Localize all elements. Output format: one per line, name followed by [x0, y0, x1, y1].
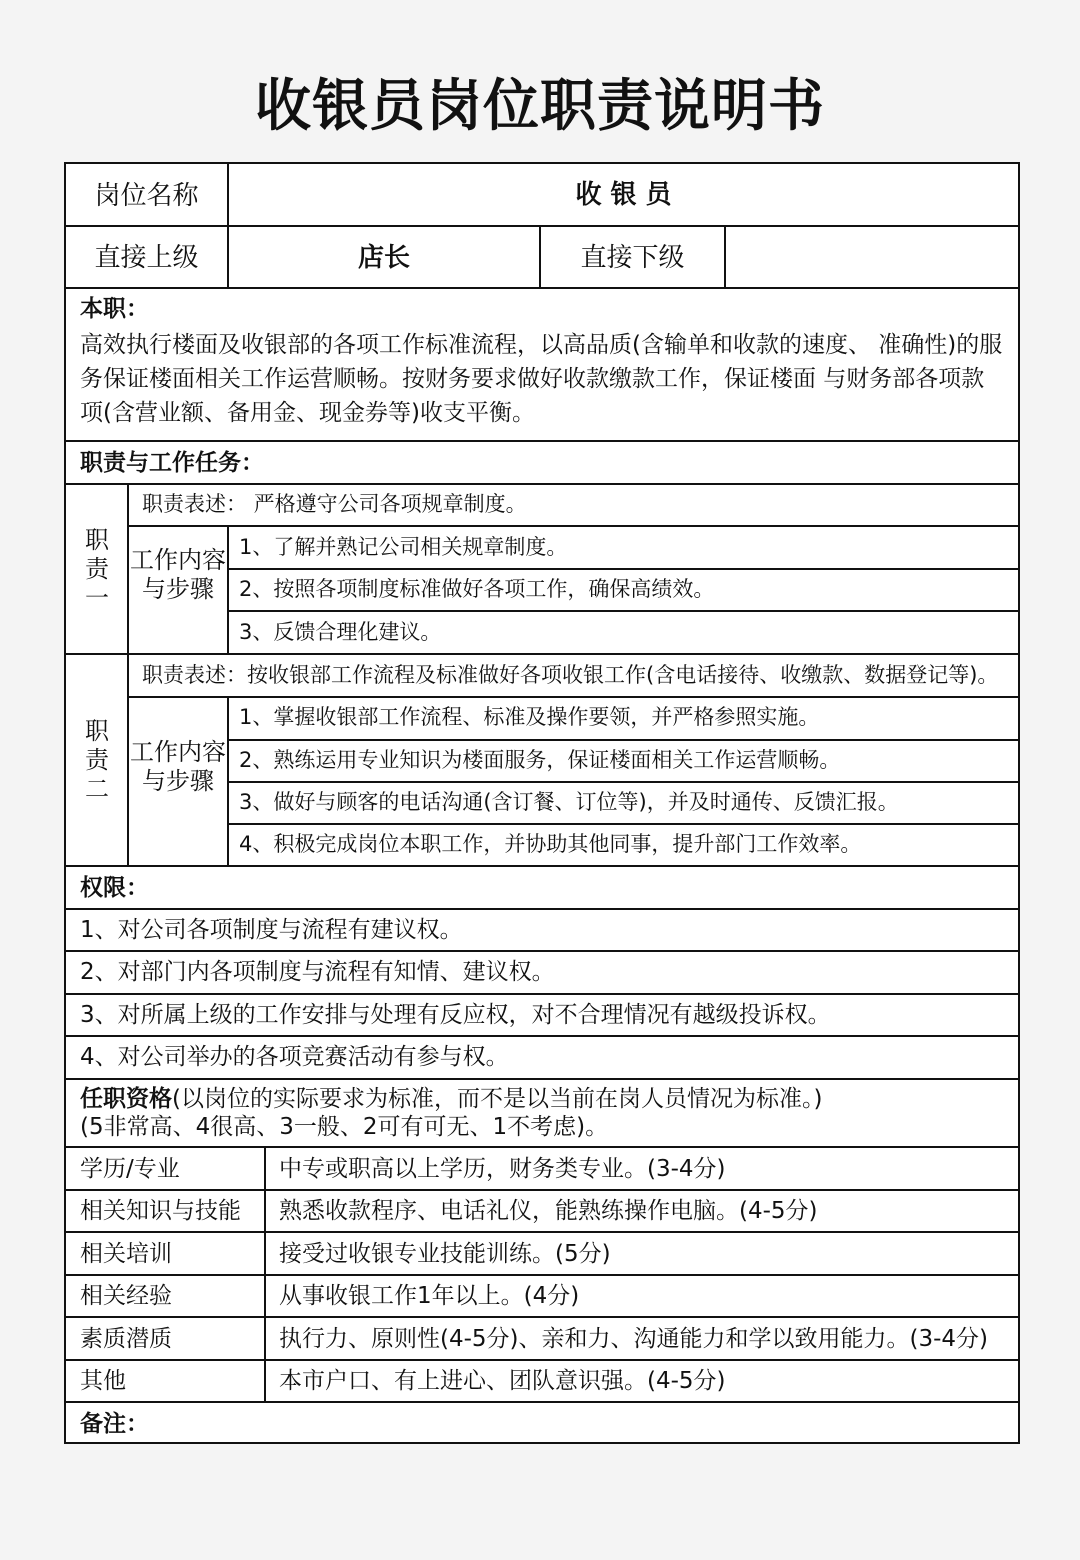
- duty-one-step: 3、反馈合理化建议。: [239, 620, 442, 644]
- qualification-value: 从事收银工作1年以上。(4分): [279, 1283, 580, 1309]
- position-name-value: 收 银 员: [575, 180, 672, 210]
- qualification-key: 相关经验: [80, 1283, 172, 1309]
- remarks-label: 备注：: [80, 1411, 149, 1437]
- duty-one-statement: 职责表述： 严格遵守公司各项规章制度。: [142, 492, 527, 516]
- duty-one-step: 1、了解并熟记公司相关规章制度。: [239, 535, 568, 559]
- duty-one-step: 2、按照各项制度标准做好各项工作，确保高绩效。: [239, 577, 715, 601]
- authority-item: 3、对所属上级的工作安排与处理有反应权，对不合理情况有越级投诉权。: [80, 1002, 831, 1028]
- qualification-key: 相关培训: [80, 1241, 172, 1267]
- duty-text: 高效执行楼面及收银部的各项工作标准流程，以高品质(含输单和收款的速度、 准确性)的服务保证楼面相关工作运营顺畅。按财务要求做好收款缴款工作，保证楼面 与财务部各项款项(含营业额、备用金、现金券等)收支平衡。: [80, 332, 1003, 426]
- duty-label: 本职：: [80, 296, 149, 322]
- duty-two-steps-label: 工作内容与步骤: [130, 738, 226, 795]
- qualification-value: 本市户口、有上进心、团队意识强。(4-5分): [279, 1368, 726, 1394]
- subordinate-label: 直接下级: [580, 243, 685, 273]
- duty-two-step: 4、积极完成岗位本职工作，并协助其他同事，提升部门工作效率。: [239, 832, 862, 856]
- tasks-label: 职责与工作任务：: [80, 450, 264, 476]
- duty-one-label: 职责一: [85, 526, 109, 612]
- qualification-value: 熟悉收款程序、电话礼仪，能熟练操作电脑。(4-5分): [279, 1198, 818, 1224]
- qualification-note: (以岗位的实际要求为标准，而不是以当前在岗人员情况为标准。): [172, 1086, 823, 1112]
- qualification-value: 中专或职高以上学历，财务类专业。(3-4分): [279, 1156, 726, 1182]
- duty-two-label: 职责二: [85, 717, 109, 803]
- superior-label: 直接上级: [94, 243, 199, 273]
- authority-item: 4、对公司举办的各项竞赛活动有参与权。: [80, 1044, 509, 1070]
- duty-two-step: 2、熟练运用专业知识为楼面服务，保证楼面相关工作运营顺畅。: [239, 748, 841, 772]
- qualification-key: 素质潜质: [80, 1326, 172, 1352]
- duty-two-step: 1、掌握收银部工作流程、标准及操作要领，并严格参照实施。: [239, 705, 820, 729]
- qualification-value: 接受过收银专业技能训练。(5分): [279, 1241, 611, 1267]
- position-name-label: 岗位名称: [94, 181, 199, 211]
- qualification-key: 相关知识与技能: [80, 1198, 241, 1224]
- qualification-heading: [80, 1088, 822, 1111]
- authority-label: 权限：: [80, 875, 149, 901]
- qualification-key: 学历/专业: [80, 1156, 180, 1182]
- duty-one-steps-label: 工作内容与步骤: [130, 546, 226, 603]
- duty-two-statement: 职责表述：按收银部工作流程及标准做好各项收银工作(含电话接待、收缴款、数据登记等)。: [142, 663, 999, 687]
- qualification-scale-note: (5非常高、4很高、3一般、2可有可无、1不考虑)。: [80, 1114, 609, 1140]
- duty-two-step: 3、做好与顾客的电话沟通(含订餐、订位等)，并及时通传、反馈汇报。: [239, 790, 899, 814]
- qualification-label: 任职资格: [80, 1086, 172, 1112]
- qualification-key: 其他: [80, 1368, 126, 1394]
- job-description-table: [64, 162, 1020, 1444]
- authority-item: 2、对部门内各项制度与流程有知情、建议权。: [80, 959, 555, 985]
- authority-item: 1、对公司各项制度与流程有建议权。: [80, 917, 463, 943]
- qualification-value: 执行力、原则性(4-5分)、亲和力、沟通能力和学以致用能力。(3-4分): [279, 1326, 989, 1352]
- document-title: 收银员岗位职责说明书: [255, 74, 825, 139]
- superior-value: 店长: [357, 243, 410, 273]
